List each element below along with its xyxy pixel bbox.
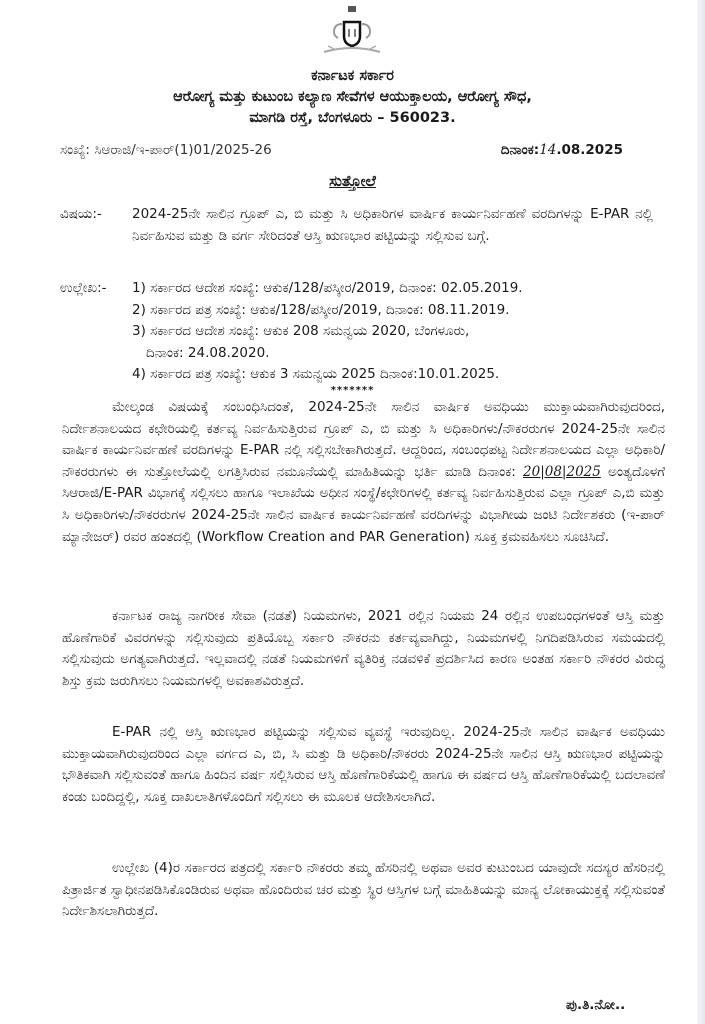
circular-date [501,140,623,160]
karnataka-emblem-icon [314,4,390,60]
government-name: ಕರ್ನಾಟಕ ಸರ್ಕಾರ [311,68,394,84]
date-handwritten-day: 14 [539,142,557,158]
paragraph-1-text-after: ಅಂತ್ಯದೊಳಗೆ ಸಿಆರಾಜಿ/E-PAR ವಿಭಾಗಕ್ಕೆ ಸಲ್ಲಿಸಲು ಹಾಗೂ ಇಲಾಖೆಯ ಅಧೀನ ಸಂಸ್ಥೆ/ಕಛೇರಿಗಳಲ್ಲಿ ಕರ್ತವ್ಯ ನಿರ್ವಹಿಸುತ್ತಿರುವ ಎಲ್ಲಾ ಗ್ರೂಪ್ ಎ,ಬಿ ಮತ್ತು ಸಿ ಅಧಿಕಾರಿಗಳು/ನೌಕರರುಗಳ 2024-25ನೇ ಸಾಲಿನ ವಾರ್ಷಿಕ ಕಾರ್ಯನಿರ್ವಹಣೆ ವರದಿಗಳನ್ನು ವಿಭಾಗೀಯ ಜಂಟಿ ನಿರ್ದೇಶಕರು (ಇ-ಪಾರ್ ಮ್ಯಾನೇಜರ್) ರವರ ಹಂತದಲ್ಲಿ (Workflow Creation and PAR Generation) ಸೂಕ್ತ ಕ್ರಮವಹಿಸಲು ಸೂಚಿಸಿದೆ. [62,463,665,545]
office-address: ಮಾಗಡಿ ರಸ್ತೆ, ಬೆಂಗಳೂರು – 560023. [249,110,456,126]
reference-line [60,140,623,160]
date-label: ದಿನಾಂಕ: [500,142,540,158]
subject-block [60,203,653,247]
reference-item [132,364,653,386]
reference-item [132,300,653,322]
reference-number-label: ಸಂಖ್ಯೆ: [60,142,90,158]
references-list [132,278,653,386]
separator-stars: ******* [330,385,375,396]
paragraph-2: ಕರ್ನಾಟಕ ರಾಜ್ಯ ನಾಗರೀಕ ಸೇವಾ (ನಡತೆ) ನಿಯಮಗಳು, 2021 ರಲ್ಲಿನ ನಿಯಮ 24 ರಲ್ಲಿನ ಉಪಬಂಧಗಳಂತೆ ಆಸ್ತಿ ಮತ್ತು ಹೊಣೆಗಾರಿಕೆ ವಿವರಗಳನ್ನು ಸಲ್ಲಿಸುವುದು ಪ್ರತಿಯೊಬ್ಬ ಸರ್ಕಾರಿ ನೌಕರನು ಕರ್ತವ್ಯವಾಗಿದ್ದು, ನಿಯಮಗಳಲ್ಲಿ ನಿಗದಿಪಡಿಸಿರುವ ಸಮಯದಲ್ಲಿ ಸಲ್ಲಿಸುವುದು ಅಗತ್ಯವಾಗಿರುತ್ತದೆ. ಇಲ್ಲವಾದಲ್ಲಿ ನಡತೆ ನಿಯಮಗಳಿಗೆ ವ್ಯತಿರಿಕ್ತ ನಡವಳಿಕೆ ಪ್ರದರ್ಶಿಸಿದ ಕಾರಣ ಅಂತಹ ಸರ್ಕಾರಿ ನೌಕರರ ವಿರುದ್ಧ ಶಿಸ್ತು ಕ್ರಮ ಜರುಗಿಸಲು ನಿಯಮಗಳಲ್ಲಿ ಅವಕಾಶವಿರುತ್ತದೆ. [62,608,665,689]
reference-item-text: 3) ಸರ್ಕಾರದ ಆದೇಶ ಸಂಖ್ಯೆ: ಆಕುಕ 208 ಸಮನ್ವಯ 2020, ಬೆಂಗಳೂರು, [132,323,470,339]
reference-item [132,321,653,364]
please-turn-over: ಪು.ತಿ.ನೋ.. [566,997,626,1013]
reference-number [60,140,272,160]
paragraph-1-text-before: ಮೇಲ್ಕಂಡ ವಿಷಯಕ್ಕೆ ಸಂಬಂಧಿಸಿದಂತೆ, 2024-25ನೇ ಸಾಲಿನ ವಾರ್ಷಿಕ ಅವಧಿಯು ಮುಕ್ತಾಯವಾಗಿರುವುದರಿಂದ, ನಿರ್ದೇಶನಾಲಯದ ಕಛೇರಿಯಲ್ಲಿ ಕರ್ತವ್ಯ ನಿರ್ವಹಿಸುತ್ತಿರುವ ಗ್ರೂಪ್ ಎ, ಬಿ ಮತ್ತು ಸಿ ಅಧಿಕಾರಿಗಳು/ನೌಕರರುಗಳ 2024-25ನೇ ಸಾಲಿನ ವಾರ್ಷಿಕ ಕಾರ್ಯನಿರ್ವಹಣೆ ವರದಿಗಳನ್ನು E-PAR ನಲ್ಲಿ ಸಲ್ಲಿಸಬೇಕಾಗಿರುತ್ತದೆ. ಆದ್ದರಿಂದ, ಸಂಬಂಧಪಟ್ಟ ನಿರ್ದೇಶನಾಲಯದ ಎಲ್ಲಾ ಅಧಿಕಾರಿ/ನೌಕರರುಗಳು ಈ ಸುತ್ತೋಲೆಯಲ್ಲಿ ಲಗತ್ತಿಸಿರುವ ನಮೂನೆಯಲ್ಲಿ ಮಾಹಿತಿಯನ್ನು ಭರ್ತಿ ಮಾಡಿ ದಿನಾಂಕ: [62,399,665,480]
paragraph-3: E-PAR ನಲ್ಲಿ ಆಸ್ತಿ ಋಣಭಾರ ಪಟ್ಟಿಯನ್ನು ಸಲ್ಲಿಸುವ ವ್ಯವಸ್ಥೆ ಇರುವುದಿಲ್ಲ. 2024-25ನೇ ಸಾಲಿನ ವಾರ್ಷಿಕ ಅವಧಿಯು ಮುಕ್ತಾಯವಾಗಿರುವುದರಿಂದ ಎಲ್ಲಾ ವರ್ಗದ ಎ, ಬಿ, ಸಿ ಮತ್ತು ಡಿ ಅಧಿಕಾರಿ/ನೌಕರರು 2024-25ನೇ ಸಾಲಿನ ಆಸ್ತಿ ಋಣಭಾರ ಪಟ್ಟಿಯನ್ನು ಭೌತಿಕವಾಗಿ ಸಲ್ಲಿಸುವಂತೆ ಹಾಗೂ ಹಿಂದಿನ ವರ್ಷ ಸಲ್ಲಿಸಿರುವ ಆಸ್ತಿ ಹೊಣೆಗಾರಿಕೆಯಲ್ಲಿ ಹಾಗೂ ಈ ವರ್ಷದ ಆಸ್ತಿ ಹೊಣೆಗಾರಿಕೆಯಲ್ಲಿ ಬದಲಾವಣೆ ಕಂಡು ಬಂದಿದ್ದಲ್ಲಿ, ಸೂಕ್ತ ದಾಖಲಾತಿಗಳೊಂದಿಗೆ ಸಲ್ಲಿಸಲು ಈ ಮೂಲಕ ಆದೇಶಿಸಲಾಗಿದೆ. [62,724,665,805]
circular-title: ಸುತ್ತೋಲೆ [329,172,376,190]
references-label: ಉಲ್ಲೇಖ:- [60,280,107,296]
reference-item [132,278,653,300]
reference-number-value: ಸಿಆರಾಜಿ/ಇ-ಪಾರ್(1)01/2025-26 [94,142,272,158]
paragraph-4: ಉಲ್ಲೇಖ (4)ರ ಸರ್ಕಾರದ ಪತ್ರದಲ್ಲಿ ಸರ್ಕಾರಿ ನೌಕರರು ತಮ್ಮ ಹೆಸರಿನಲ್ಲಿ ಅಥವಾ ಅವರ ಕುಟುಂಬದ ಯಾವುದೇ ಸದಸ್ಯರ ಹೆಸರಿನಲ್ಲಿ ಪಿತ್ರಾರ್ಜಿತ ಸ್ವಾಧೀನಪಡಿಸಿಕೊಂಡಿರುವ ಅಥವಾ ಹೊಂದಿರುವ ಚರ ಮತ್ತು ಸ್ಥಿರ ಆಸ್ತಿಗಳ ಬಗ್ಗೆ ಮಾಹಿತಿಯನ್ನು ಮಾನ್ಯ ಲೋಕಾಯುಕ್ತಕ್ಕೆ ಸಲ್ಲಿಸುವಂತೆ ನಿರ್ದೇಶಿಸಲಾಗಿರುತ್ತದೆ. [62,860,665,920]
page-edge-shadow [697,0,705,1024]
subject-text: 2024-25ನೇ ಸಾಲಿನ ಗ್ರೂಪ್ ಎ, ಬಿ ಮತ್ತು ಸಿ ಅಧಿಕಾರಿಗಳ ವಾರ್ಷಿಕ ಕಾರ್ಯನಿರ್ವಹಣೆ ವರದಿಗಳನ್ನು E-PAR ನಲ್ಲಿ ನಿರ್ವಹಿಸುವ ಮತ್ತು ಡಿ ವರ್ಗ ಸೇರಿದಂತೆ ಆಸ್ತಿ ಋಣಭಾರ ಪಟ್ಟಿಯನ್ನು ಸಲ್ಲಿಸುವ ಬಗ್ಗೆ. [132,206,653,244]
date-printed: .08.2025 [556,142,623,158]
office-name: ಆರೋಗ್ಯ ಮತ್ತು ಕುಟುಂಬ ಕಲ್ಯಾಣ ಸೇವೆಗಳ ಆಯುಕ್ತಾಲಯ, ಆರೋಗ್ಯ ಸೌಧ, [173,89,532,105]
reference-item-text: 2) ಸರ್ಕಾರದ ಪತ್ರ ಸಂಖ್ಯೆ: ಆಕುಕ/128/ಪಸ್ಕೀರ/2019, ದಿನಾಂಕ: 08.11.2019. [132,301,510,318]
paragraph-1 [62,397,665,548]
subject-label: ವಿಷಯ:- [60,206,102,222]
references-block [60,278,653,386]
handwritten-deadline-date: 20|08|2025 [523,463,601,480]
reference-item-text: 1) ಸರ್ಕಾರದ ಆದೇಶ ಸಂಖ್ಯೆ: ಆಕುಕ/128/ಪಸ್ಕೀರ/2019, ದಿನಾಂಕ: 02.05.2019. [132,280,523,296]
reference-item-text: 4) ಸರ್ಕಾರದ ಪತ್ರ ಸಂಖ್ಯೆ: ಆಕುಕ 3 ಸಮನ್ವಯ 2025 ದಿನಾಂಕ:10.01.2025. [132,366,500,382]
reference-item-continuation: ದಿನಾಂಕ: 24.08.2020. [146,344,270,361]
